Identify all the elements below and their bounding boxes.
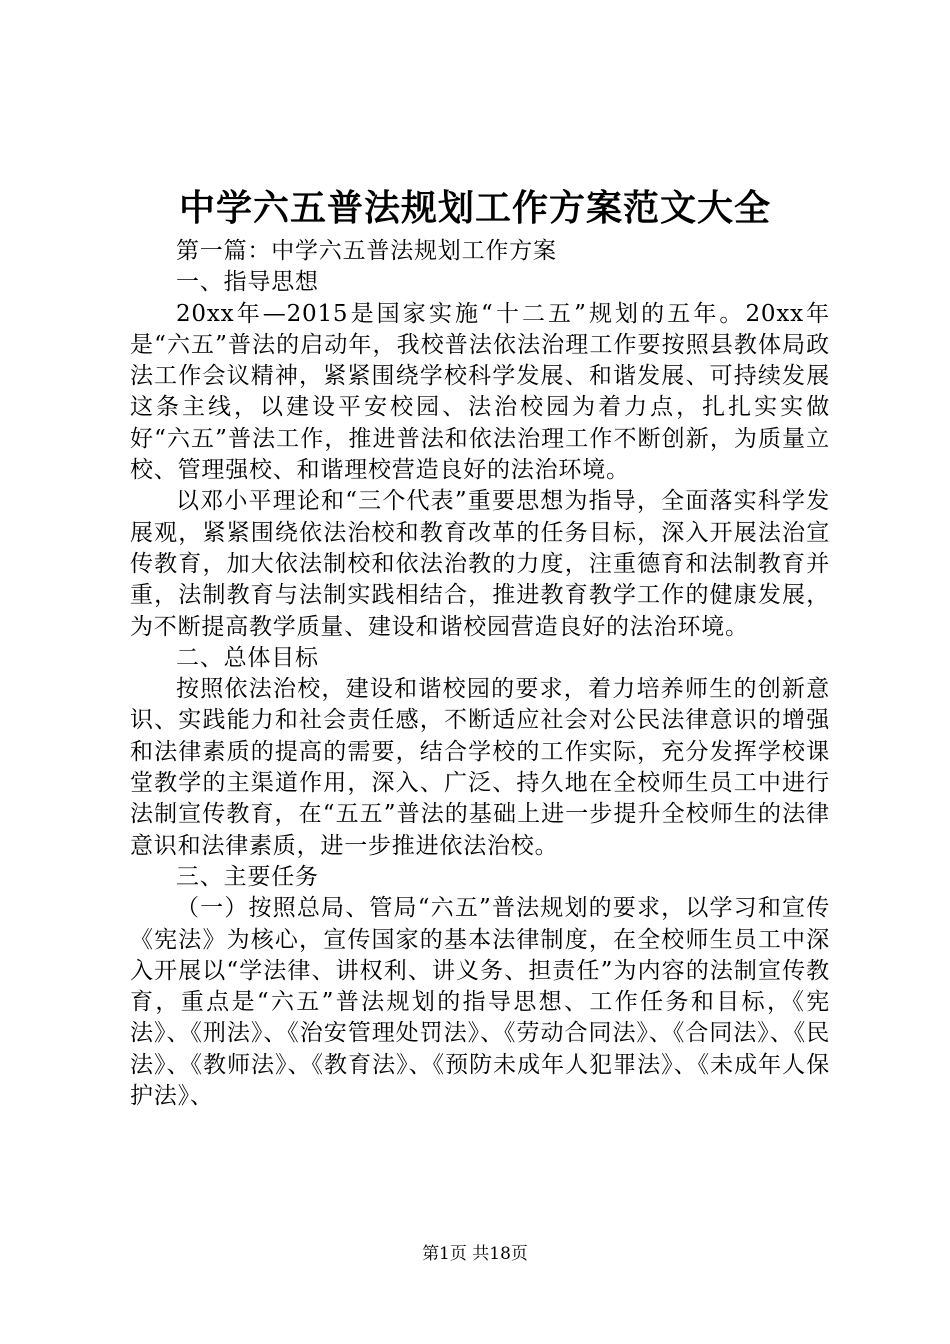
document-title: 中学六五普法规划工作方案范文大全 xyxy=(178,187,771,229)
body-paragraph: 20xx年—2015是国家实施“十二五”规划的五年。20xx年是“六五”普法的启动年，我校普法依法治理工作要按照县教体局政法工作会议精神，紧紧围绕学校科学发展、和谐发展、可持续发展这条主线，以建设平安校园、法治校园为着力点，扎扎实实做好“六五”普法工作，推进普法和依法治理工作不断创新，为质量立校、管理强校、和谐理校营造良好的法治环境。 xyxy=(130,300,830,484)
section-heading: 一、指导思想 xyxy=(176,269,319,296)
section-heading: 二、总体目标 xyxy=(176,644,319,671)
section-heading: 第一篇：中学六五普法规划工作方案 xyxy=(176,238,557,264)
document-body xyxy=(130,236,830,1112)
body-paragraph: （一）按照总局、管局“六五”普法规划的要求，以学习和宣传《宪法》为核心，宣传国家的基本法律制度，在全校师生员工中深入开展以“学法律、讲权利、讲义务、担责任”为内容的法制宣传教育，重点是“六五”普法规划的指导思想、工作任务和目标，《宪法》、《刑法》、《治安管理处罚法》、《劳动合同法》、《合同法》、《民法》、《教师法》、《教育法》、《预防未成年人犯罪法》、《未成年人保护法》、 xyxy=(130,895,830,1110)
page-footer: 第1页 共18页 xyxy=(422,1244,528,1264)
section-heading: 三、主要任务 xyxy=(176,863,319,890)
body-paragraph: 按照依法治校，建设和谐校园的要求，着力培养师生的创新意识、实践能力和社会责任感，不断适应社会对公民法律意识的增强和法律素质的提高的需要，结合学校的工作实际，充分发挥学校课堂教学的主渠道作用，深入、广泛、持久地在全校师生员工中进行法制宣传教育，在“五五”普法的基础上进一步提升全校师生的法律意识和法律素质，进一步推进依法治校。 xyxy=(130,676,830,859)
body-paragraph: 以邓小平理论和“三个代表”重要思想为指导，全面落实科学发展观，紧紧围绕依法治校和教育改革的任务目标，深入开展法治宣传教育，加大依法制校和依法治教的力度，注重德育和法制教育并重，法制教育与法制实践相结合，推进教育教学工作的健康发展，为不断提高教学质量、建设和谐校园营造良好的法治环境。 xyxy=(130,488,830,640)
